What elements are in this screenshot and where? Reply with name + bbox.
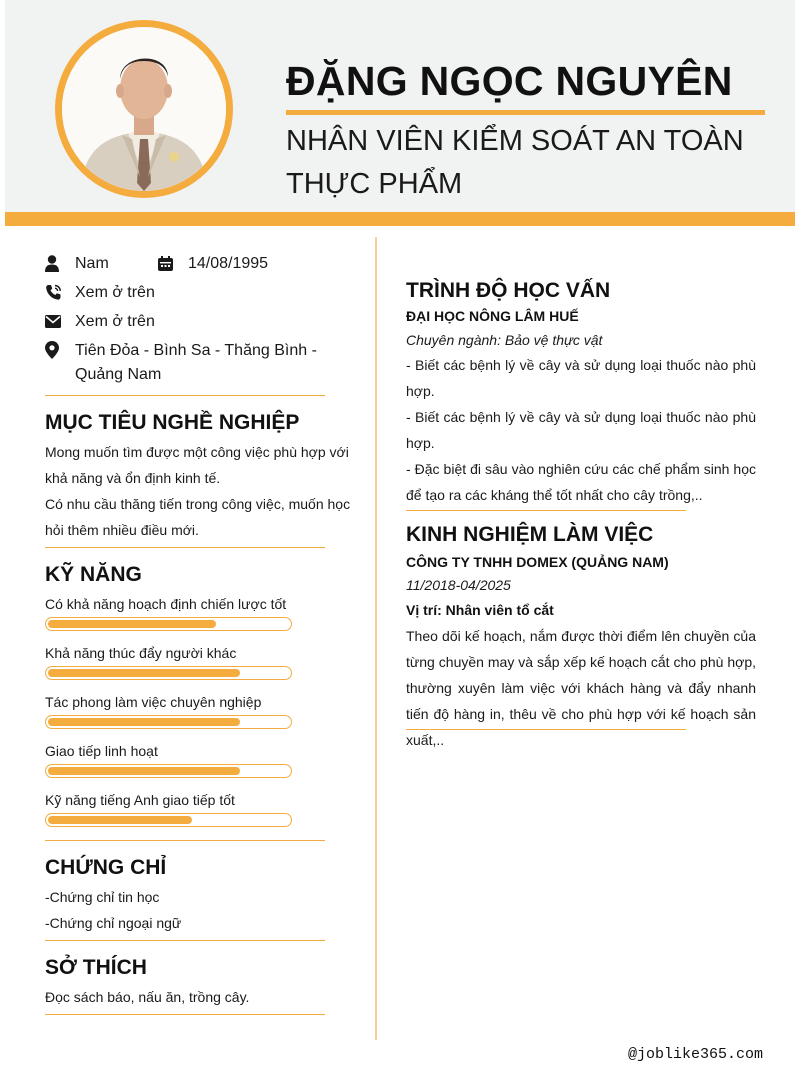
certificate-item: -Chứng chỉ ngoại ngữ bbox=[45, 915, 182, 931]
skill-progress-bar bbox=[45, 813, 292, 827]
certificate-item: -Chứng chỉ tin học bbox=[45, 889, 160, 905]
education-title: TRÌNH ĐỘ HỌC VẤN bbox=[406, 279, 611, 302]
education-point: - Đặc biệt đi sâu vào nghiên cứu các chế phẩm sinh học để tạo ra các kháng thể tốt nhất cho cây trồng,.. bbox=[406, 461, 756, 503]
separator bbox=[45, 1014, 325, 1015]
skill-label: Tác phong làm việc chuyên nghiệp bbox=[45, 694, 262, 710]
map-pin-icon bbox=[45, 339, 75, 361]
header-accent-bar bbox=[5, 212, 795, 226]
education-point: - Biết các bệnh lý về cây và sử dụng loại thuốc nào phù hợp. bbox=[406, 409, 756, 451]
skill-progress-fill bbox=[48, 816, 192, 824]
separator bbox=[45, 840, 325, 841]
hobbies-text: Đọc sách báo, nấu ăn, trồng cây. bbox=[45, 989, 250, 1005]
name-underline bbox=[286, 110, 765, 115]
experience-description: Theo dõi kế hoạch, nắm được thời điểm lên chuyền của từng chuyền may và sắp xếp kế hoạch cắt cho phù hợp, thường xuyên làm việc với khách hàng và đẩy nhanh tiến độ hàng in, thêu về cho phù hợp với kế hoạch sản xuất,.. bbox=[406, 628, 756, 748]
gender-value: Nam bbox=[75, 255, 109, 272]
skill-progress-fill bbox=[48, 718, 240, 726]
skill-progress-fill bbox=[48, 767, 240, 775]
separator bbox=[406, 510, 686, 511]
avatar-photo-icon bbox=[62, 27, 226, 191]
skill-progress-bar bbox=[45, 764, 292, 778]
objective-line-2: Có nhu cầu thăng tiến trong công việc, muốn học hỏi thêm nhiều điều mới. bbox=[45, 496, 351, 538]
objective-title: MỤC TIÊU NGHỀ NGHIỆP bbox=[45, 411, 300, 434]
phone-icon bbox=[45, 281, 75, 303]
skill-label: Kỹ năng tiếng Anh giao tiếp tốt bbox=[45, 792, 235, 808]
calendar-icon bbox=[158, 252, 188, 274]
footer-brand: @joblike365.com bbox=[628, 1046, 764, 1063]
skills-title: KỸ NĂNG bbox=[45, 563, 142, 586]
skill-progress-bar bbox=[45, 617, 292, 631]
birthday-value: 14/08/1995 bbox=[188, 255, 269, 272]
phone-value: Xem ở trên bbox=[75, 284, 155, 301]
separator bbox=[45, 395, 325, 396]
job-title: NHÂN VIÊN KIỂM SOÁT AN TOÀN THỰC PHẨM bbox=[286, 125, 744, 200]
person-icon bbox=[45, 252, 75, 274]
experience-period: 11/2018-04/2025 bbox=[406, 577, 511, 593]
skill-label: Giao tiếp linh hoạt bbox=[45, 743, 158, 759]
envelope-icon bbox=[45, 310, 75, 332]
education-point: - Biết các bệnh lý về cây và sử dụng loại thuốc nào phù hợp. bbox=[406, 357, 756, 399]
address-value: Tiên Đỏa - Bình Sa - Thăng Bình - Quảng Nam bbox=[75, 342, 317, 383]
skill-label: Khả năng thúc đẩy người khác bbox=[45, 645, 237, 661]
experience-company: CÔNG TY TNHH DOMEX (QUẢNG NAM) bbox=[406, 554, 669, 570]
email-row bbox=[45, 310, 155, 334]
separator bbox=[406, 729, 686, 730]
education-school: ĐẠI HỌC NÔNG LÂM HUẾ bbox=[406, 308, 579, 324]
objective-line-1: Mong muốn tìm được một công việc phù hợp với khả năng và ổn định kinh tế. bbox=[45, 444, 349, 486]
skill-progress-fill bbox=[48, 620, 216, 628]
certificates-title: CHỨNG CHỈ bbox=[45, 856, 167, 879]
separator bbox=[45, 940, 325, 941]
birthday-row bbox=[158, 252, 268, 276]
experience-title: KINH NGHIỆM LÀM VIỆC bbox=[406, 523, 654, 546]
skill-progress-fill bbox=[48, 669, 240, 677]
phone-row bbox=[45, 281, 155, 305]
gender-row bbox=[45, 252, 109, 276]
skill-progress-bar bbox=[45, 666, 292, 680]
skill-label: Có khả năng hoạch định chiến lược tốt bbox=[45, 596, 287, 612]
avatar bbox=[62, 27, 226, 191]
email-value: Xem ở trên bbox=[75, 313, 155, 330]
column-divider bbox=[375, 237, 377, 1040]
candidate-name: ĐẶNG NGỌC NGUYÊN bbox=[286, 58, 733, 104]
education-major: Chuyên ngành: Bảo vệ thực vật bbox=[406, 332, 603, 348]
experience-position: Vị trí: Nhân viên tổ cắt bbox=[406, 602, 554, 618]
skill-progress-bar bbox=[45, 715, 292, 729]
address-row bbox=[45, 339, 360, 387]
separator bbox=[45, 547, 325, 548]
hobbies-title: SỞ THÍCH bbox=[45, 956, 147, 979]
